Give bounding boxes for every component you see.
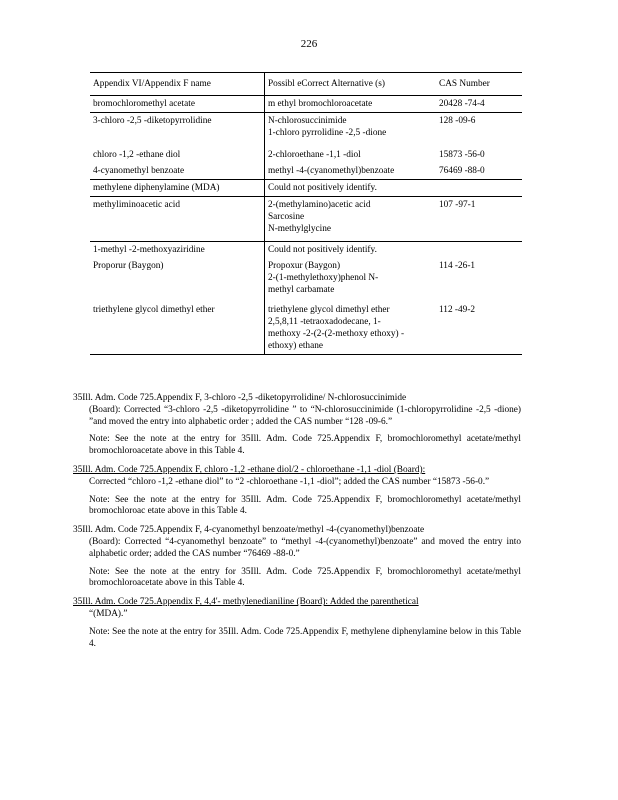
row-name: triethylene glycol dimethyl ether xyxy=(93,305,215,315)
table-row xyxy=(90,180,522,197)
row-alt: N-methylglycine xyxy=(268,224,331,234)
row-name: methyliminoacetic acid xyxy=(93,200,180,210)
entry-note: Note: See the note at the entry for 35Ill. Adm. Code 725.Appendix F, bromochloromethyl acetate/methyl bromochloroac etate above in this Table 4. xyxy=(89,494,521,517)
table-row xyxy=(90,96,522,113)
row-name: bromochloromethyl acetate xyxy=(93,99,195,109)
amendment-entry xyxy=(73,393,521,428)
row-alt: 2-chloroethane -1,1 -diol xyxy=(268,150,361,160)
row-alt: Sarcosine xyxy=(268,212,305,222)
entry-note: Note: See the note at the entry for 35Ill. Adm. Code 725.Appendix F, bromochloromethyl acetate/methyl bromochloroacetate above in this Table 4. xyxy=(89,566,521,589)
row-alt: Could not positively identify. xyxy=(268,245,377,255)
entry-heading: 35Ill. Adm. Code 725.Appendix F, 4-cyanomethyl benzoate/methyl -4-(cyanomethyl)benzoate xyxy=(73,525,425,536)
table-header-row xyxy=(90,73,522,96)
row-name: 3-chloro -2,5 -diketopyrrolidine xyxy=(93,116,212,126)
row-cas: 15873 -56-0 xyxy=(439,150,485,160)
table-row xyxy=(90,141,522,163)
row-name: 1-methyl -2-methoxyaziridine xyxy=(93,245,205,255)
row-alt: 2,5,8,11 -tetraoxadodecane, 1- xyxy=(268,317,381,327)
entry-body: “(MDA).” xyxy=(89,608,128,619)
entry-note: Note: See the note at the entry for 35Ill. Adm. Code 725.Appendix F, bromochloromethyl acetate/methyl bromochloroacetate above in this Table 4. xyxy=(89,434,521,457)
entry-body: Corrected “chloro -1,2 -ethane diol” to “2 -chloroethane -1,1 -diol”; added the CAS number “15873 -56-0.” xyxy=(89,476,490,487)
row-alt: N-chlorosuccinimide xyxy=(268,116,347,126)
row-alt: methyl -4-(cyanomethyl)benzoate xyxy=(268,166,395,176)
row-cas: 114 -26-1 xyxy=(439,261,476,271)
row-cas: 112 -49-2 xyxy=(439,305,476,315)
row-alt: 2-(methylamino)acetic acid xyxy=(268,200,371,210)
row-cas: 20428 -74-4 xyxy=(439,99,485,109)
entry-heading: 35Ill. Adm. Code 725.Appendix F, chloro -1,2 -ethane diol/2 - chloroethane -1,1 -diol (Board): xyxy=(73,464,426,475)
entry-body: (Board): Corrected “3-chloro -2,5 -diketopyrrolidine ” to “N-chlorosuccinimide (1-chloropyrrolidine -2,5 -dione) ”and moved the entry into alphabetic order ; added the CAS number “128 -09-6.” xyxy=(89,404,521,427)
row-alt: methyl carbamate xyxy=(268,285,335,295)
amendment-notes xyxy=(73,393,521,657)
row-alt: Could not positively identify. xyxy=(268,183,377,193)
row-alt: 1-chloro pyrrolidine -2,5 -dione xyxy=(268,128,387,138)
row-cas: 76469 -88-0 xyxy=(439,166,485,176)
row-name: chloro -1,2 -ethane diol xyxy=(93,150,181,160)
header-cas: CAS Number xyxy=(436,73,522,96)
row-cas: 107 -97-1 xyxy=(439,200,476,210)
table-row xyxy=(90,163,522,180)
header-name: Appendix VI/Appendix F name xyxy=(90,73,265,96)
table-row xyxy=(90,113,522,142)
row-alt: Propoxur (Baygon) xyxy=(268,261,341,271)
entry-heading: 35Ill. Adm. Code 725.Appendix F, 3-chloro -2,5 -diketopyrrolidine/ N-chlorosuccinimide xyxy=(73,393,407,403)
amendment-entry xyxy=(73,465,521,489)
table-row xyxy=(90,258,522,302)
page-number: 226 xyxy=(300,38,318,50)
row-alt: 2-(1-methylethoxy)phenol N- xyxy=(268,273,379,283)
row-alt: methoxy -2-(2-(2-methoxy ethoxy) - xyxy=(268,329,405,339)
amendment-entry xyxy=(73,525,521,560)
row-alt: triethylene glycol dimethyl ether xyxy=(268,305,390,315)
table-row xyxy=(90,242,522,259)
header-alternative: Possibl eCorrect Alternative (s) xyxy=(265,73,437,96)
entry-body: (Board): Corrected “4-cyanomethyl benzoate” to “methyl -4-(cyanomethyl)benzoate” and moved the entry into alphabetic order; added the CAS number “76469 -88-0.” xyxy=(89,536,521,559)
table-row xyxy=(90,302,522,355)
row-alt: m ethyl bromochloroacetate xyxy=(268,99,373,109)
row-cas: 128 -09-6 xyxy=(439,116,476,126)
amendment-entry xyxy=(73,597,521,621)
table-row xyxy=(90,197,522,242)
row-name: 4-cyanomethyl benzoate xyxy=(93,166,185,176)
row-name: Proporur (Baygon) xyxy=(93,261,164,271)
entry-note: Note: See the note at the entry for 35Ill. Adm. Code 725.Appendix F, methylene diphenylamine below in this Table 4. xyxy=(89,626,521,649)
row-alt: ethoxy) ethane xyxy=(268,341,323,351)
entry-heading: 35Ill. Adm. Code 725.Appendix F, 4,4'- methylenedianiline (Board): Added the parenthetical xyxy=(73,597,419,608)
row-name: methylene diphenylamine (MDA) xyxy=(93,183,220,193)
appendix-table xyxy=(90,72,522,355)
